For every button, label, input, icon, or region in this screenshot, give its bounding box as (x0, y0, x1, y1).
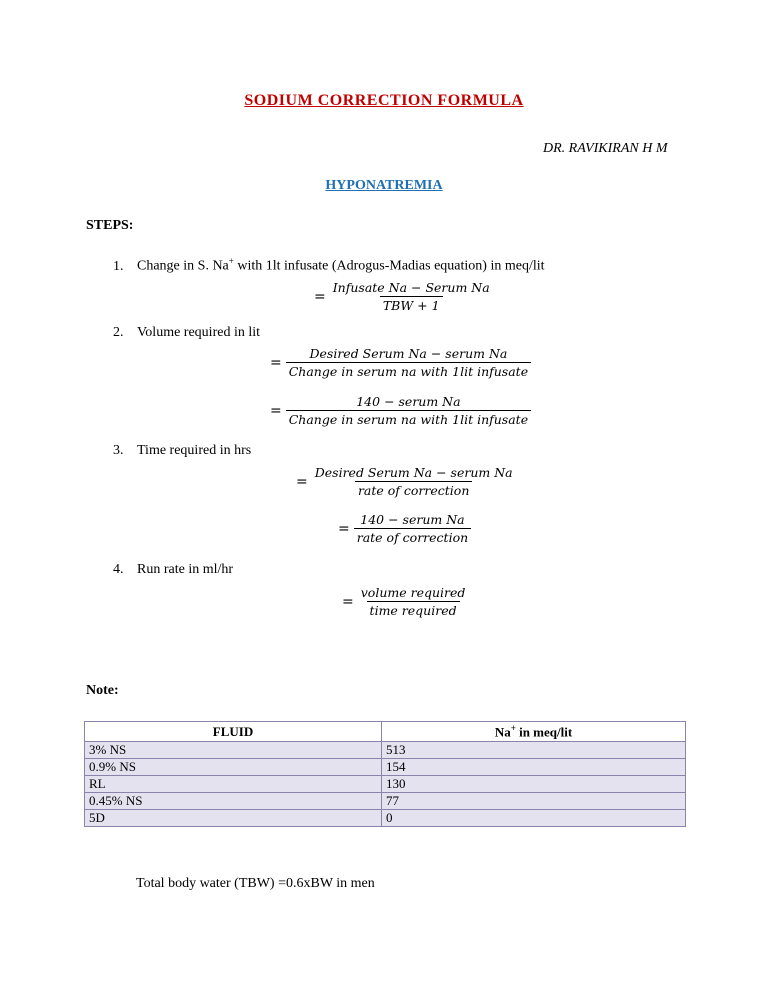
formula-run-rate: = volume required time required (342, 584, 468, 619)
table-header-row (85, 722, 686, 742)
table-row (85, 742, 686, 759)
step-2: 2. Volume required in lit (113, 325, 260, 340)
table-row (85, 793, 686, 810)
fluid-cell: 3% NS (85, 742, 382, 759)
step-4: 4. Run rate in ml/hr (113, 562, 234, 577)
fluid-cell: 5D (85, 810, 382, 827)
table-row (85, 759, 686, 776)
denominator: rate of correction (354, 528, 471, 546)
denominator: TBW + 1 (380, 296, 443, 314)
denominator: Change in serum na with 1lit infusate (286, 410, 531, 428)
table-row (85, 776, 686, 793)
sodium-cell: 130 (382, 776, 686, 793)
note-label: Note: (86, 683, 119, 698)
denominator: Change in serum na with 1lit infusate (286, 362, 531, 380)
column-header-sodium: Na+ in meq/lit (382, 722, 686, 742)
formula-volume-1: = Desired Serum Na − serum Na Change in serum na with 1lit infusate (270, 345, 531, 380)
numerator: 140 − serum Na (356, 394, 461, 409)
formula-change-in-sodium: = Infusate Na − Serum Na TBW + 1 (314, 279, 493, 314)
numerator: Desired Serum Na − serum Na (309, 346, 508, 361)
fluid-cell: 0.9% NS (85, 759, 382, 776)
steps-label: STEPS: (86, 218, 134, 233)
step-3: 3. Time required in hrs (113, 443, 252, 458)
formula-time-1: = Desired Serum Na − serum Na rate of correction (296, 464, 516, 499)
sodium-cell: 154 (382, 759, 686, 776)
tbw-note: Total body water (TBW) =0.6xBW in men (136, 876, 375, 891)
formula-time-2: = 140 − serum Na rate of correction (338, 511, 471, 546)
numerator: volume required (360, 585, 466, 600)
sodium-cell: 513 (382, 742, 686, 759)
fluid-cell: 0.45% NS (85, 793, 382, 810)
author-name: DR. RAVIKIRAN H M (543, 141, 668, 156)
sodium-cell: 0 (382, 810, 686, 827)
column-header-fluid: FLUID (85, 722, 382, 742)
sodium-cell: 77 (382, 793, 686, 810)
numerator: Desired Serum Na − serum Na (314, 465, 513, 480)
document-title: SODIUM CORRECTION FORMULA (244, 92, 524, 109)
denominator: rate of correction (355, 481, 472, 499)
table-row (85, 810, 686, 827)
numerator: Infusate Na − Serum Na (332, 280, 490, 295)
numerator: 140 − serum Na (360, 512, 465, 527)
section-heading: HYPONATREMIA (325, 178, 443, 193)
formula-volume-2: = 140 − serum Na Change in serum na with 1lit infusate (270, 393, 531, 428)
denominator: time required (367, 601, 460, 619)
step-1: 1. Change in S. Na+ with 1lt infusate (Adrogus-Madias equation) in meq/lit (113, 256, 545, 274)
fluid-cell: RL (85, 776, 382, 793)
fluid-sodium-table (84, 721, 686, 827)
